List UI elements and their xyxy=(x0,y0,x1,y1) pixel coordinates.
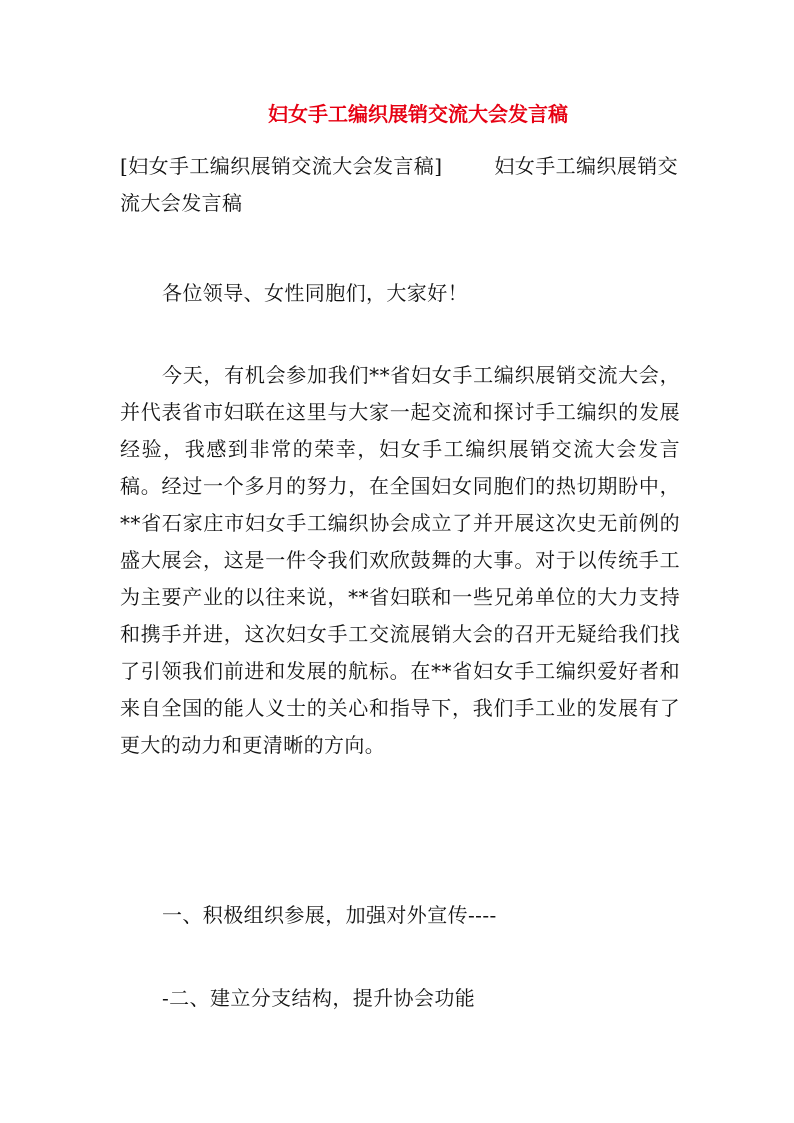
header-repeat-title: 妇女手工编织展销交流大会发言稿 xyxy=(120,154,679,215)
section-heading-2: -二、建立分支结构，提升协会功能 xyxy=(162,986,476,1010)
document-header-line xyxy=(120,148,680,222)
document-title: 妇女手工编织展销交流大会发言稿 xyxy=(268,102,568,126)
main-paragraph: 今天，有机会参加我们**省妇女手工编织展销交流大会，并代表省市妇联在这里与大家一起交流和探讨手工编织的发展经验，我感到非常的荣幸，妇女手工编织展销交流大会发言稿。经过一个多月的努力，在全国妇女同胞们的热切期盼中，**省石家庄市妇女手工编织协会成立了并开展这次史无前例的盛大展会，这是一件令我们欢欣鼓舞的大事。对于以传统手工为主要产业的以往来说，**省妇联和一些兄弟单位的大力支持和携手并进，这次妇女手工交流展销大会的召开无疑给我们找了引领我们前进和发展的航标。在**省妇女手工编织爱好者和来自全国的能人义士的关心和指导下，我们手工业的发展有了更大的动力和更清晰的方向。 xyxy=(120,363,680,757)
section-heading-1: 一、积极组织参展，加强对外宣传---- xyxy=(162,903,497,927)
greeting-paragraph: 各位领导、女性同胞们，大家好！ xyxy=(162,281,468,305)
header-bracket-title: [妇女手工编织展销交流大会发言稿] xyxy=(120,154,443,178)
